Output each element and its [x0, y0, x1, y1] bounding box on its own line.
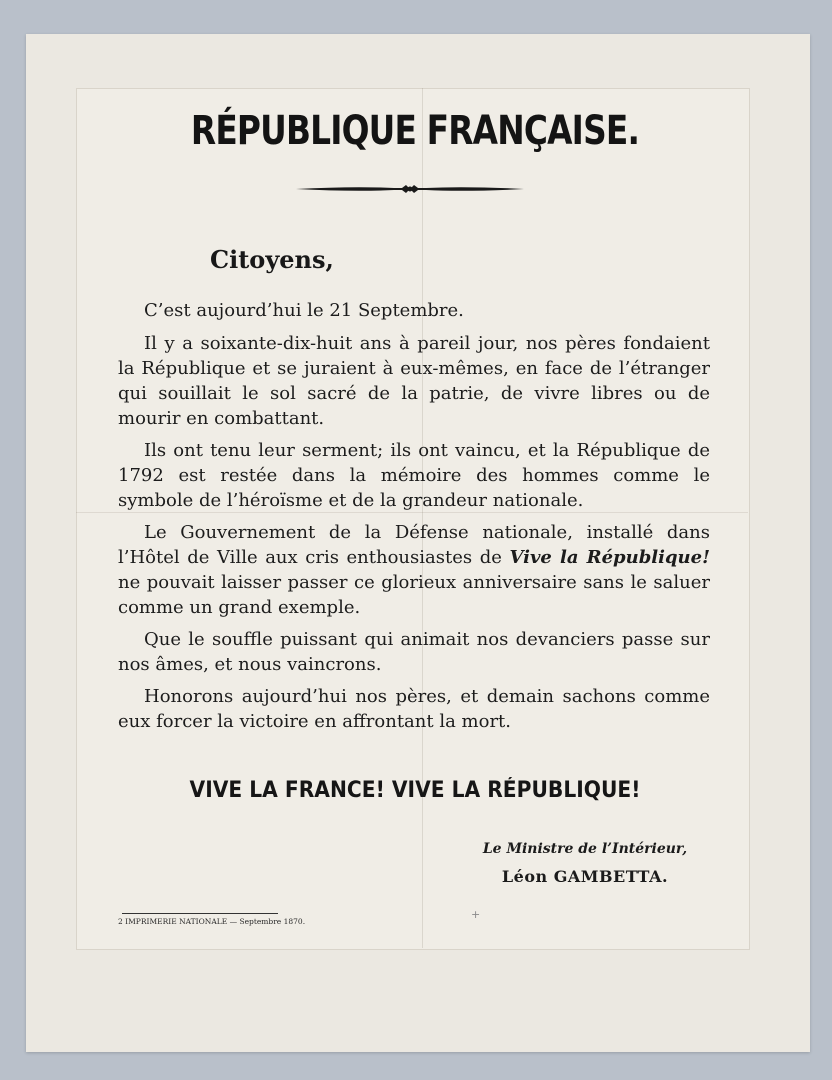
paragraph-1: C’est aujourd’hui le 21 Septembre. [144, 300, 464, 321]
paragraph-6: Honorons aujourd’hui nos pères, et demain sachons comme eux forcer la victoire en affrontant la mort. [118, 686, 710, 732]
imprint-rule [122, 913, 278, 914]
poster-title: RÉPUBLIQUE FRANÇAISE. [190, 108, 640, 154]
signer-title: Le Ministre de l’Intérieur, [482, 841, 688, 857]
signer-name: Léon GAMBETTA. [501, 867, 669, 886]
ornament-divider [294, 180, 526, 198]
paragraph-3: Ils ont tenu leur serment; ils ont vaincu, et la République de 1792 est restée dans la mémoire des hommes comme le symbole de l’héroïsme et de la grandeur nationale. [118, 440, 710, 511]
printer-imprint: 2 IMPRIMERIE NATIONALE — Septembre 1870. [118, 917, 306, 926]
paragraph-2: Il y a soixante-dix-huit ans à pareil jour, nos pères fondaient la République et se juraient à eux-mêmes, en face de l’étranger qui souillait le sol sacré de la patrie, de vivre libres ou de mourir en combattant. [118, 333, 710, 429]
paragraph-4-italic: Vive la République! [509, 547, 711, 568]
paragraph-4 [118, 520, 710, 620]
salutation: Citoyens, [210, 245, 334, 274]
proclamation-body [118, 298, 710, 741]
paragraph-5: Que le souffle puissant qui animait nos devanciers passe sur nos âmes, et nous vaincrons. [118, 629, 710, 675]
closing-slogan: VIVE LA FRANCE! VIVE LA RÉPUBLIQUE! [189, 778, 641, 803]
paragraph-4-end: ne pouvait laisser passer ce glorieux anniversaire sans le saluer comme un grand exemple. [118, 572, 710, 618]
pencil-mark: + [471, 908, 481, 921]
paragraph-4-start: Le Gouvernement de la Défense nationale, installé dans l’Hôtel de Ville aux cris enthousiastes de [118, 522, 710, 568]
